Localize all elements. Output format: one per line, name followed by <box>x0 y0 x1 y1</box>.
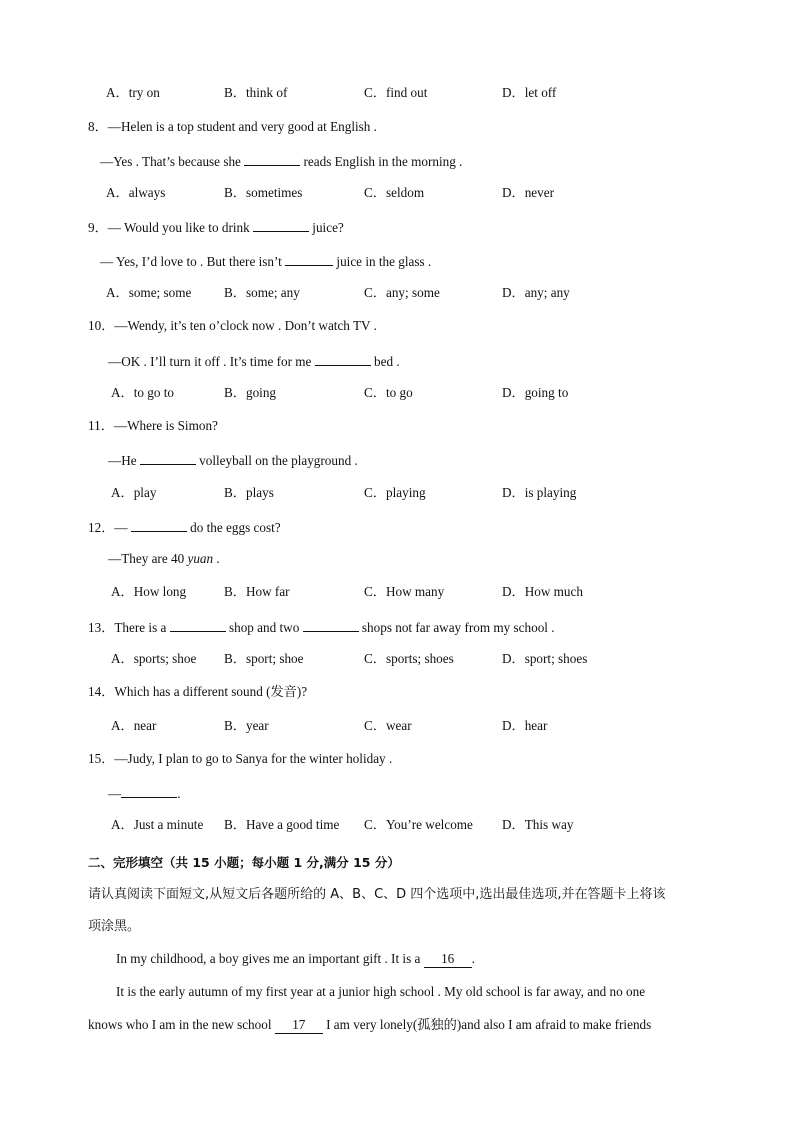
q10-stem: 10．—Wendy, it’s ten o’clock now . Don’t watch TV . <box>88 318 377 333</box>
q12-option-a: A．How long <box>111 584 187 599</box>
q11-reply-post: volleyball on the playground . <box>199 453 358 468</box>
q10-option-d: D．going to <box>502 385 569 400</box>
q9-option-d: D．any; any <box>502 285 570 300</box>
q8-reply-post: reads English in the morning . <box>303 154 463 169</box>
q8-option-a: A．always <box>106 185 166 200</box>
q15-reply-post: . <box>177 786 181 801</box>
q12-reply-post: . <box>216 551 220 566</box>
q12-option-d: D．How much <box>502 584 583 599</box>
q7-option-c: C．find out <box>364 85 428 100</box>
q11-option-a: A．play <box>111 485 157 500</box>
q15-option-c: C．You’re welcome <box>364 817 473 832</box>
q8-reply <box>100 152 462 170</box>
passage-paragraph-1 <box>116 951 475 968</box>
passage-p1-pre: In my childhood, a boy gives me an important gift . It is a <box>116 951 421 966</box>
q15-blank <box>121 784 177 798</box>
blank-16: 16 <box>424 951 472 968</box>
q8-blank <box>244 152 300 166</box>
q14-stem: 14．Which has a different sound (发音)? <box>88 684 308 699</box>
q7-option-b: B．think of <box>224 85 288 100</box>
q11-reply <box>108 451 358 469</box>
q12-option-c: C．How many <box>364 584 445 599</box>
passage-paragraph-2-line-2 <box>88 1017 651 1034</box>
q7-option-d: D．let off <box>502 85 557 100</box>
section-heading: 二、完形填空（共 15 小题；每小题 1 分,满分 15 分） <box>88 855 400 870</box>
q10-reply-post: bed . <box>374 354 400 369</box>
q11-blank <box>140 451 196 465</box>
section-instructions-line1: 请认真阅读下面短文,从短文后各题所给的 A、B、C、D 四个选项中,选出最佳选项,并在答题卡上将该 <box>88 887 666 902</box>
q9-stem <box>88 218 344 236</box>
q12-stem-post: do the eggs cost? <box>190 520 281 535</box>
q13-option-a: A．sports; shoe <box>111 651 197 666</box>
q13-option-d: D．sport; shoes <box>502 651 588 666</box>
q12-reply-pre: —They are 40 <box>108 551 185 566</box>
q14-option-d: D．hear <box>502 718 548 733</box>
q15-reply <box>108 784 180 802</box>
q8-stem: 8．—Helen is a top student and very good at English . <box>88 119 377 134</box>
q9-blank-1 <box>253 218 309 232</box>
q10-option-c: C．to go <box>364 385 413 400</box>
q15-option-b: B．Have a good time <box>224 817 340 832</box>
q15-option-d: D．This way <box>502 817 574 832</box>
q13-stem-pre: 13．There is a <box>88 620 167 635</box>
q9-blank-2 <box>285 252 333 266</box>
q12-reply <box>108 551 220 567</box>
q13-stem-mid: shop and two <box>228 620 300 635</box>
q11-reply-pre: —He <box>108 453 137 468</box>
q12-stem-pre: 12．— <box>88 520 128 535</box>
q14-option-a: A．near <box>111 718 157 733</box>
q8-option-c: C．seldom <box>364 185 425 200</box>
q8-reply-pre: —Yes . That’s because she <box>100 154 241 169</box>
q9-stem-pre: 9．— Would you like to drink <box>88 220 250 235</box>
q12-stem <box>88 518 281 536</box>
passage-paragraph-2-line-1: It is the early autumn of my first year at a junior high school . My old school is far away, and no one <box>116 984 646 999</box>
q10-reply <box>108 352 400 370</box>
q11-stem: 11．—Where is Simon? <box>88 418 218 433</box>
q8-option-d: D．never <box>502 185 554 200</box>
q11-option-d: D．is playing <box>502 485 577 500</box>
q11-option-b: B．plays <box>224 485 274 500</box>
q13-stem-post: shops not far away from my school . <box>361 620 555 635</box>
passage-p2-line2-pre: knows who I am in the new school <box>88 1017 272 1032</box>
blank-17: 17 <box>275 1017 323 1034</box>
q15-stem: 15．—Judy, I plan to go to Sanya for the winter holiday . <box>88 751 393 766</box>
q10-reply-pre: —OK . I’ll turn it off . It’s time for me <box>108 354 312 369</box>
q9-option-b: B．some; any <box>224 285 300 300</box>
q9-option-c: C．any; some <box>364 285 440 300</box>
q11-option-c: C．playing <box>364 485 426 500</box>
section-instructions-line2: 项涂黑。 <box>88 919 141 934</box>
q13-blank-1 <box>170 618 226 632</box>
q9-reply-pre: — Yes, I’d love to . But there isn’t <box>100 254 282 269</box>
q13-option-c: C．sports; shoes <box>364 651 454 666</box>
q10-option-a: A．to go to <box>111 385 175 400</box>
q7-option-a: A．try on <box>106 85 160 100</box>
q8-option-b: B．sometimes <box>224 185 303 200</box>
q9-option-a: A．some; some <box>106 285 192 300</box>
q13-option-b: B．sport; shoe <box>224 651 304 666</box>
q14-option-c: C．wear <box>364 718 412 733</box>
q13-stem <box>88 618 555 636</box>
passage-p1-post: . <box>471 951 475 966</box>
q15-reply-pre: — <box>108 786 122 801</box>
q12-blank <box>131 518 187 532</box>
q12-option-b: B．How far <box>224 584 290 599</box>
passage-p2-line2-post: I am very lonely(孤独的)and also I am afraid to make friends <box>326 1017 652 1032</box>
q15-option-a: A．Just a minute <box>111 817 204 832</box>
q9-stem-post: juice? <box>312 220 344 235</box>
q10-blank <box>315 352 371 366</box>
q12-reply-italic: yuan <box>187 551 214 566</box>
q9-reply-post: juice in the glass . <box>336 254 432 269</box>
q14-option-b: B．year <box>224 718 269 733</box>
q10-option-b: B．going <box>224 385 277 400</box>
q9-reply <box>100 252 431 270</box>
q13-blank-2 <box>303 618 359 632</box>
